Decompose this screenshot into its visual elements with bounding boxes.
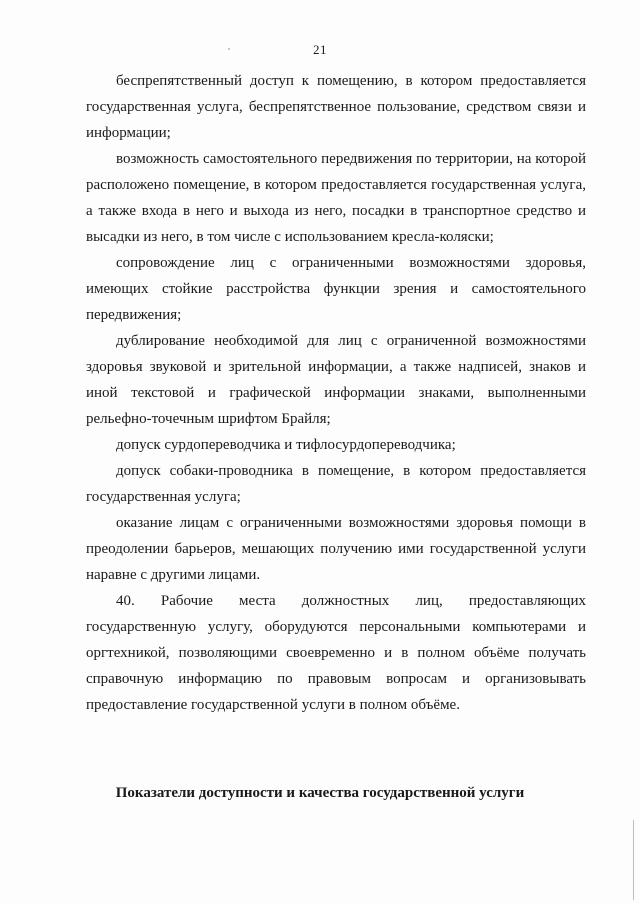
- paragraph-guide-dog: допуск собаки-проводника в помещение, в котором предоставляется государственная услуга;: [86, 463, 586, 505]
- paragraph-movement: возможность самостоятельного передвижения по территории, на которой расположено помещение, в котором предоставляется государственная услуга, а также входа в него и выхода из него, посадки в транспортное средство и высадки из него, в том числе с использованием кресла-коляски;: [86, 151, 586, 245]
- section-heading: Показатели доступности и качества государственной услуги: [115, 785, 525, 801]
- paragraph-braille: дублирование необходимой для лиц с ограниченной возможностями здоровья звуковой и зрительной информации, а также надписей, знаков и иной текстовой и графической информации знаками, выполненными рельефно-точечным шрифтом Брайля;: [86, 333, 586, 427]
- paragraph-access-premises: беспрепятственный доступ к помещению, в котором предоставляется государственная услуга, беспрепятственное пользование, средством связи и информации;: [86, 73, 586, 141]
- paragraph-escort: сопровождение лиц с ограниченными возможностями здоровья, имеющих стойкие расстройства функции зрения и самостоятельного передвижения;: [86, 255, 586, 323]
- document-body: [86, 68, 586, 718]
- scan-edge-line: [633, 820, 634, 900]
- page-number: 21: [313, 42, 327, 57]
- scan-speck: [228, 48, 230, 50]
- paragraph-workplaces: 40. Рабочие места должностных лиц, предоставляющих государственную услугу, оборудуются персональными компьютерами и оргтехникой, позволяющими своевременно и в полном объёме получать справочную информацию по правовым вопросам и организовывать предоставление государственной услуги в полном объёме.: [86, 593, 586, 713]
- paragraph-sign-interpreter: допуск сурдопереводчика и тифлосурдопереводчика;: [116, 437, 456, 453]
- paragraph-assistance: оказание лицам с ограниченными возможностями здоровья помощи в преодолении барьеров, мешающих получению ими государственной услуги наравне с другими лицами.: [86, 515, 586, 583]
